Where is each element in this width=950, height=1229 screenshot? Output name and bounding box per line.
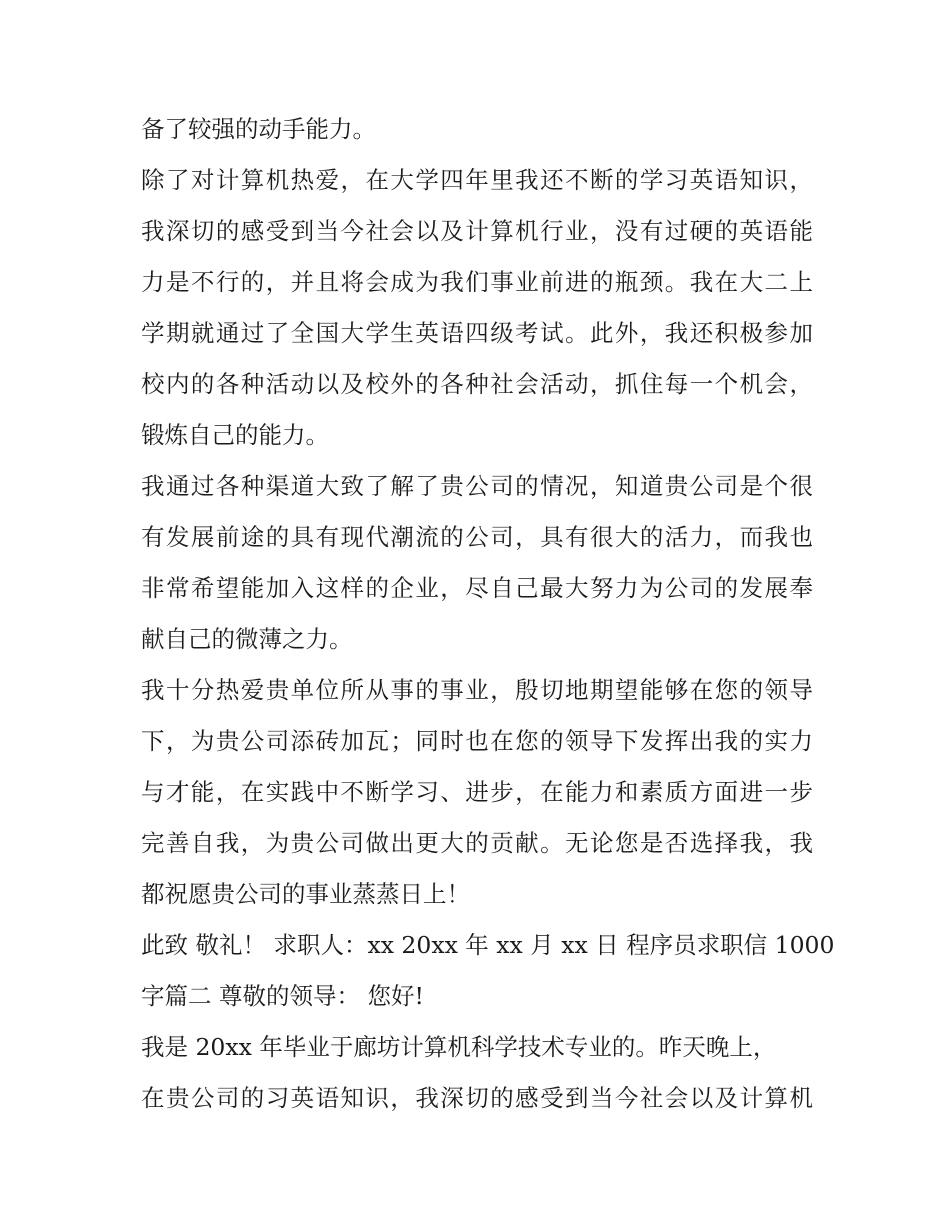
- text-line: 都祝愿贵公司的事业蒸蒸日上！: [141, 880, 470, 908]
- text-line: 字篇二 尊敬的领导： 您好!: [141, 982, 424, 1010]
- text-line: 下，为贵公司添砖加瓦；同时也在您的领导下发挥出我的实力: [141, 727, 813, 755]
- text-line: 锻炼自己的能力。: [141, 421, 329, 449]
- text-line: 我十分热爱贵单位所从事的事业，殷切地期望能够在您的领导: [141, 676, 813, 704]
- text-line: 非常希望能加入这样的企业，尽自己最大努力为公司的发展奉: [141, 574, 813, 602]
- text-line: 我是 20xx 年毕业于廊坊计算机科学技术专业的。昨天晚上，: [141, 1033, 777, 1061]
- text-line: 献自己的微薄之力。: [141, 625, 353, 653]
- text-line: 与才能，在实践中不断学习、进步，在能力和素质方面进一步: [141, 778, 813, 806]
- text-line: 备了较强的动手能力。: [141, 115, 376, 143]
- text-line: 力是不行的，并且将会成为我们事业前进的瓶颈。我在大二上: [141, 268, 813, 296]
- text-line: 在贵公司的习英语知识，我深切的感受到当今社会以及计算机: [141, 1084, 813, 1112]
- text-line: 学期就通过了全国大学生英语四级考试。此外，我还积极参加: [141, 319, 813, 347]
- text-line: 此致 敬礼！ 求职人：xx 20xx 年 xx 月 xx 日 程序员求职信 1000: [141, 931, 835, 959]
- text-line: 校内的各种活动以及校外的各种社会活动，抓住每一个机会，: [141, 370, 813, 398]
- text-line: 我深切的感受到当今社会以及计算机行业，没有过硬的英语能: [141, 217, 813, 245]
- text-line: 完善自我，为贵公司做出更大的贡献。无论您是否选择我，我: [141, 829, 813, 857]
- document-body: [141, 104, 835, 1124]
- text-line: 除了对计算机热爱，在大学四年里我还不断的学习英语知识，: [141, 166, 813, 194]
- text-line: 有发展前途的具有现代潮流的公司，具有很大的活力，而我也: [141, 523, 813, 551]
- text-line: 我通过各种渠道大致了解了贵公司的情况，知道贵公司是个很: [141, 472, 813, 500]
